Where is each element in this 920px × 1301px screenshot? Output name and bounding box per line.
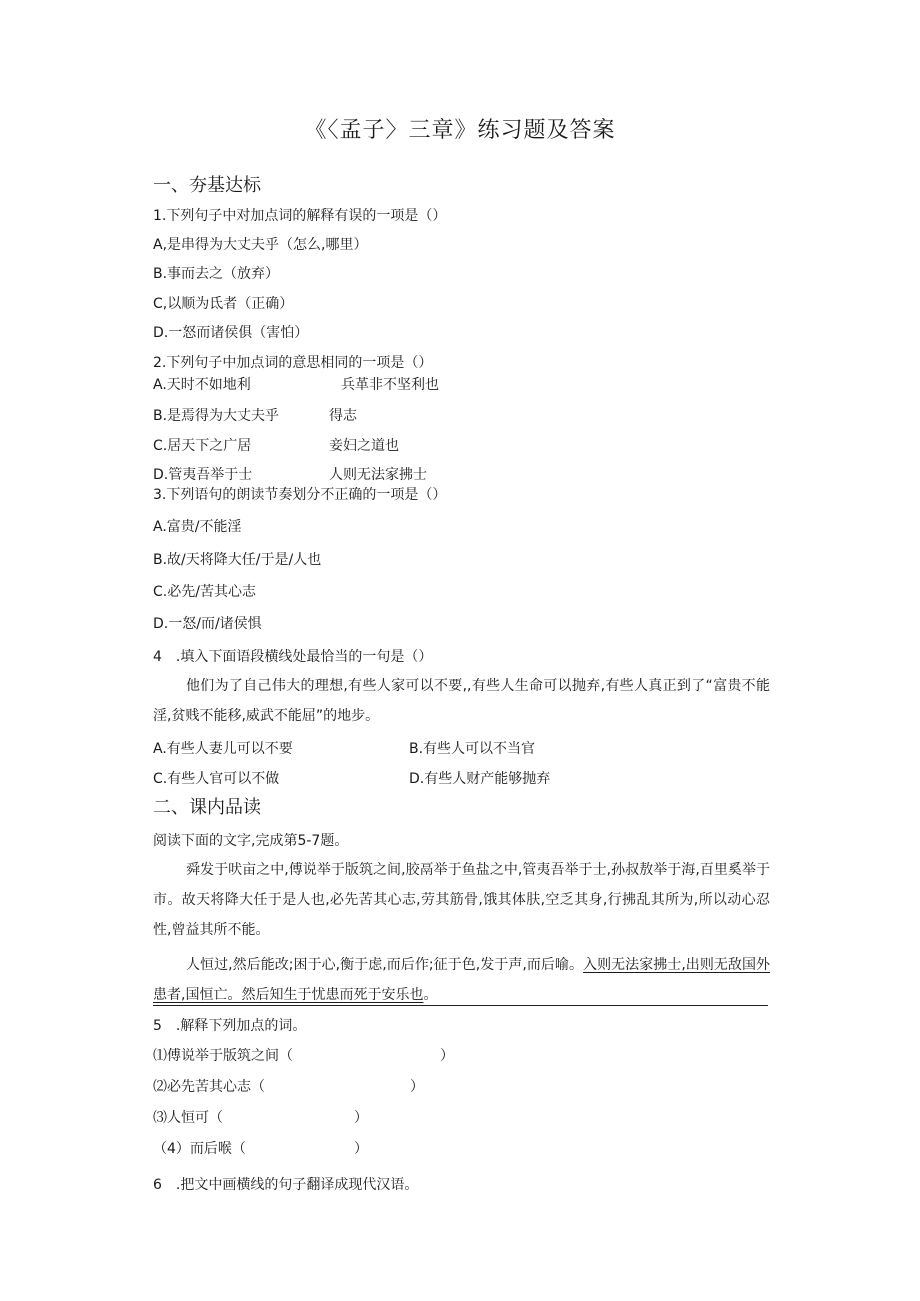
question-2-option-d-left: D.管夷吾举于士 <box>153 467 253 483</box>
question-5-item-1-close: ） <box>440 1048 454 1064</box>
underlined-sentence: 入则无法家拂士,出则无敌国外患者,国恒亡。然后知生于忧患而死于安乐也 <box>153 957 771 1003</box>
question-2-option-c-right: 妾妇之道也 <box>329 438 399 454</box>
question-4-passage: 他们为了自己伟大的理想,有些人家可以不要,,有些人生命可以抛弃,有些人真正到了“富贵不能淫,贫贱不能移,威武不能屈”的地步。 <box>153 678 770 724</box>
question-4-option-c: C.有些人官可以不做 <box>153 771 280 787</box>
question-3-option-d: D.一怒/而/诸侯惧 <box>153 616 262 632</box>
question-3-option-a: A.富贵/不能淫 <box>153 519 242 535</box>
question-2-option-a-right: 兵革非不坚利也 <box>341 377 439 393</box>
question-2-option-d-right: 人则无法家拂士 <box>329 467 427 483</box>
passage-paragraph-2-text: 人恒过,然后能改;困于心,衡于虑,而后作;征于色,发于声,而后喻。 <box>186 957 584 973</box>
question-5-item-4-close: ） <box>354 1141 368 1157</box>
question-1-option-a: A,是串得为大丈夫乎（怎么,哪里） <box>153 237 368 253</box>
question-5-item-2: ⑵必先苦其心志（ <box>153 1079 265 1095</box>
question-2-option-c-left: C.居天下之广居 <box>153 438 252 454</box>
question-4-option-d: D.有些人财产能够抛弃 <box>409 771 551 787</box>
question-4-option-b: B.有些人可以不当官 <box>409 741 536 757</box>
question-5-item-3: ⑶人恒可（ <box>153 1110 223 1126</box>
section-heading-1: 一、夯基达标 <box>153 175 261 196</box>
question-5-item-4: （4）而后喉（ <box>153 1141 246 1157</box>
question-3-option-b: B.故/天将降大任/于是/人也 <box>153 552 322 568</box>
divider-line <box>153 1005 768 1006</box>
question-5-item-3-close: ） <box>354 1110 368 1126</box>
question-1-option-d: D.一怒而诸侯俱（害怕） <box>153 325 309 341</box>
question-2-option-b-left: B.是焉得为大丈夫乎 <box>153 408 280 424</box>
question-3-option-c: C.必先/苦其心志 <box>153 584 256 600</box>
question-6-stem: 6 .把文中画横线的句子翻译成现代汉语。 <box>153 1177 419 1193</box>
passage-paragraph-1: 舜发于吠亩之中,傅说举于版筑之间,胶鬲举于鱼盐之中,管夷吾举于士,孙叔敖举于海,百里奚举于市。故天将降大任于是人也,必先苦其心志,劳其筋骨,饿其体肤,空乏其身,行拂乱其所为,所以动心忍性,曾益其所不能。 <box>153 862 770 938</box>
question-5-stem: 5 .解释下列加点的词。 <box>153 1018 307 1034</box>
question-2-option-b-right: 得志 <box>329 408 357 424</box>
passage-paragraph-2 <box>153 950 770 1010</box>
reading-instruction: 阅读下面的文字,完成第5-7题。 <box>153 833 349 849</box>
question-5-item-2-close: ） <box>410 1079 424 1095</box>
question-2-stem: 2.下列句子中加点词的意思相同的一项是（） <box>153 355 433 371</box>
question-4-option-a: A.有些人妻儿可以不要 <box>153 741 293 757</box>
question-1-option-c: C,以顺为氐者（正确） <box>153 296 294 312</box>
question-3-stem: 3.下列语句的朗读节奏划分不正确的一项是（） <box>153 487 447 503</box>
passage-paragraph-2-end: 。 <box>423 987 438 1003</box>
section-heading-2: 二、课内品读 <box>153 797 261 818</box>
question-2-option-a-left: A.天时不如地利 <box>153 377 251 393</box>
page-title: 《〈孟子〉三章》练习题及答案 <box>304 118 616 143</box>
question-5-item-1: ⑴傅说举于版筑之间（ <box>153 1048 293 1064</box>
question-1-stem: 1.下列句子中对加点词的解释有误的一项是（） <box>153 208 447 224</box>
question-1-option-b: B.事而去之（放弃） <box>153 266 280 282</box>
question-4-stem: 4 .填入下面语段横线处最恰当的一句是（） <box>153 649 433 665</box>
